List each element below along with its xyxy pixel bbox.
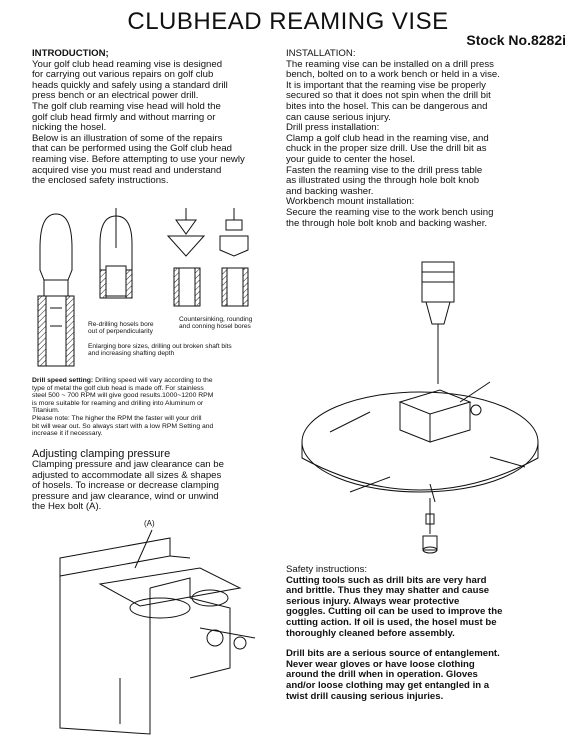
stock-number: Stock No.8282i	[466, 32, 566, 48]
adjust-heading: Adjusting clamping pressure	[32, 448, 171, 460]
page-title: CLUBHEAD REAMING VISE	[127, 8, 449, 35]
hex-bolt-marker: (A)	[144, 519, 155, 528]
safety-heading: Safety instructions:	[286, 564, 368, 575]
workbench-body: Secure the reaming vise to the work bench using the through hole bolt knob and backing washer.	[286, 206, 494, 229]
workbench-heading: Workbench mount installation:	[286, 196, 415, 208]
drill-speed-label: Drill speed setting:	[32, 377, 94, 384]
safety-paragraph-1: Cutting tools such as drill bits are very hard and brittle. Thus they may shatter and cause serious injury. Always wear protective goggles. Cutting oil can be used to improve the cutting action. If oil is used, the hosel must be thoroughly cleaned before assembly.	[286, 574, 503, 639]
drill-press-body: Clamp a golf club head in the reaming vise, and chuck in the proper size drill. Use the drill bit as your guide to center the hosel. Fasten the reaming vise to the drill press table as illustrated using the through hole bolt knob and backing washer.	[286, 132, 489, 197]
installation-heading: INSTALLATION:	[286, 48, 356, 59]
safety-paragraph-2: Drill bits are a serious source of entanglement. Never wear gloves or have loose clothing around the drill when in operation. Gloves and/or loose clothing may get entangled in a twist drill causing serious injuries.	[286, 648, 500, 702]
drill-press-mount-illustration	[290, 252, 570, 560]
introduction-section	[32, 49, 298, 187]
caption-redrill: Re-drilling hosels bore out of perpendicularity	[88, 321, 154, 336]
installation-section	[286, 49, 568, 229]
drill-speed-body: Drilling speed will vary according to the type of metal the golf club head is made off. For stainless steel 500 ~ 700 RPM will give good results.1000~1200 RPM is more suitable for reaming and drilling into Aluminum or Titanium. Please note: The higher the RPM the faster will your drill bit will wear out. So always start with a low RPM Setting and increase it if necessary.	[32, 377, 214, 438]
installation-body: The reaming vise can be installed on a drill press bench, bolted on to a work bench or held in a vise. It is important that the reaming vise be properly secured so that it does not spin when the drill bit bites into the hosel. This can be dangerous and can cause serious injury.	[286, 58, 500, 123]
drill-press-heading: Drill press installation:	[286, 122, 380, 134]
adjust-section	[32, 448, 298, 513]
introduction-body: Your golf club head reaming vise is designed for carrying out various repairs on golf club heads quickly and safely using a standard drill press bench or an electrical power drill. The golf club reaming vise head will hold the golf club head firmly and without marring or nicking the hosel. Below is an illustration of some of the repairs that can be performed using the Golf club head reaming vise. Before attempting to use your newly acquired vise you must read and understand the enclosed safety instructions.	[32, 58, 245, 187]
adjust-body: Clamping pressure and jaw clearance can be adjusted to accommodate all sizes & shapes of hosels. To increase or decrease clamping pressure and jaw clearance, wind or unwind the Hex bolt (A).	[32, 459, 224, 513]
vise-closeup-illustration	[40, 528, 280, 740]
introduction-heading: INTRODUCTION;	[32, 48, 109, 59]
drill-speed-note	[32, 377, 292, 438]
safety-section	[286, 565, 572, 702]
caption-enlarge: Enlarging bore sizes, drilling out broken shaft bits and increasing shafting depth	[88, 343, 232, 358]
caption-countersink: Countersinking, rounding and conning hosel bores	[179, 316, 253, 331]
